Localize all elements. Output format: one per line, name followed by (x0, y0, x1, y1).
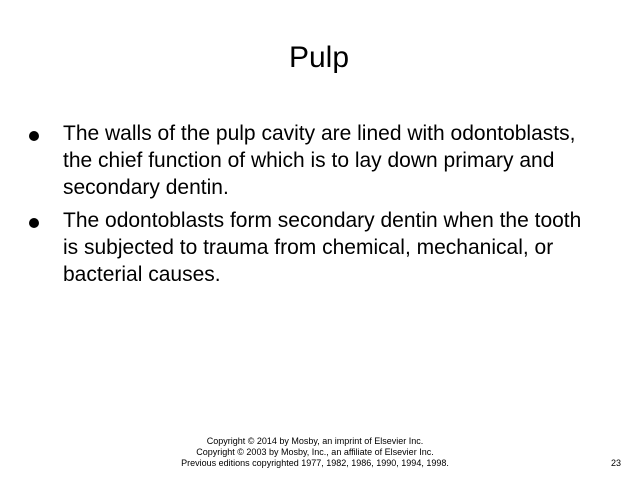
copyright-line-2: Copyright © 2003 by Mosby, Inc., an affiliate of Elsevier Inc. (196, 447, 434, 457)
bullet-text-1: The walls of the pulp cavity are lined with odontoblasts, the chief function of which is to lay down primary and secondary dentin. (63, 122, 576, 199)
bullet-dot-icon (29, 218, 39, 228)
copyright-line-3: Previous editions copyrighted 1977, 1982, 1986, 1990, 1994, 1998. (181, 458, 449, 468)
bullet-item-2 (27, 207, 587, 288)
bullet-item-1 (27, 120, 587, 201)
bullet-dot-icon (29, 131, 39, 141)
bullet-text-2: The odontoblasts form secondary dentin when the tooth is subjected to trauma from chemical, mechanical, or bacterial causes. (63, 209, 582, 286)
copyright-footer (150, 436, 480, 469)
slide-title: Pulp (288, 41, 350, 74)
copyright-line-1: Copyright © 2014 by Mosby, an imprint of Elsevier Inc. (206, 436, 424, 446)
bullet-list (27, 120, 587, 294)
page-number: 23 (610, 458, 621, 468)
